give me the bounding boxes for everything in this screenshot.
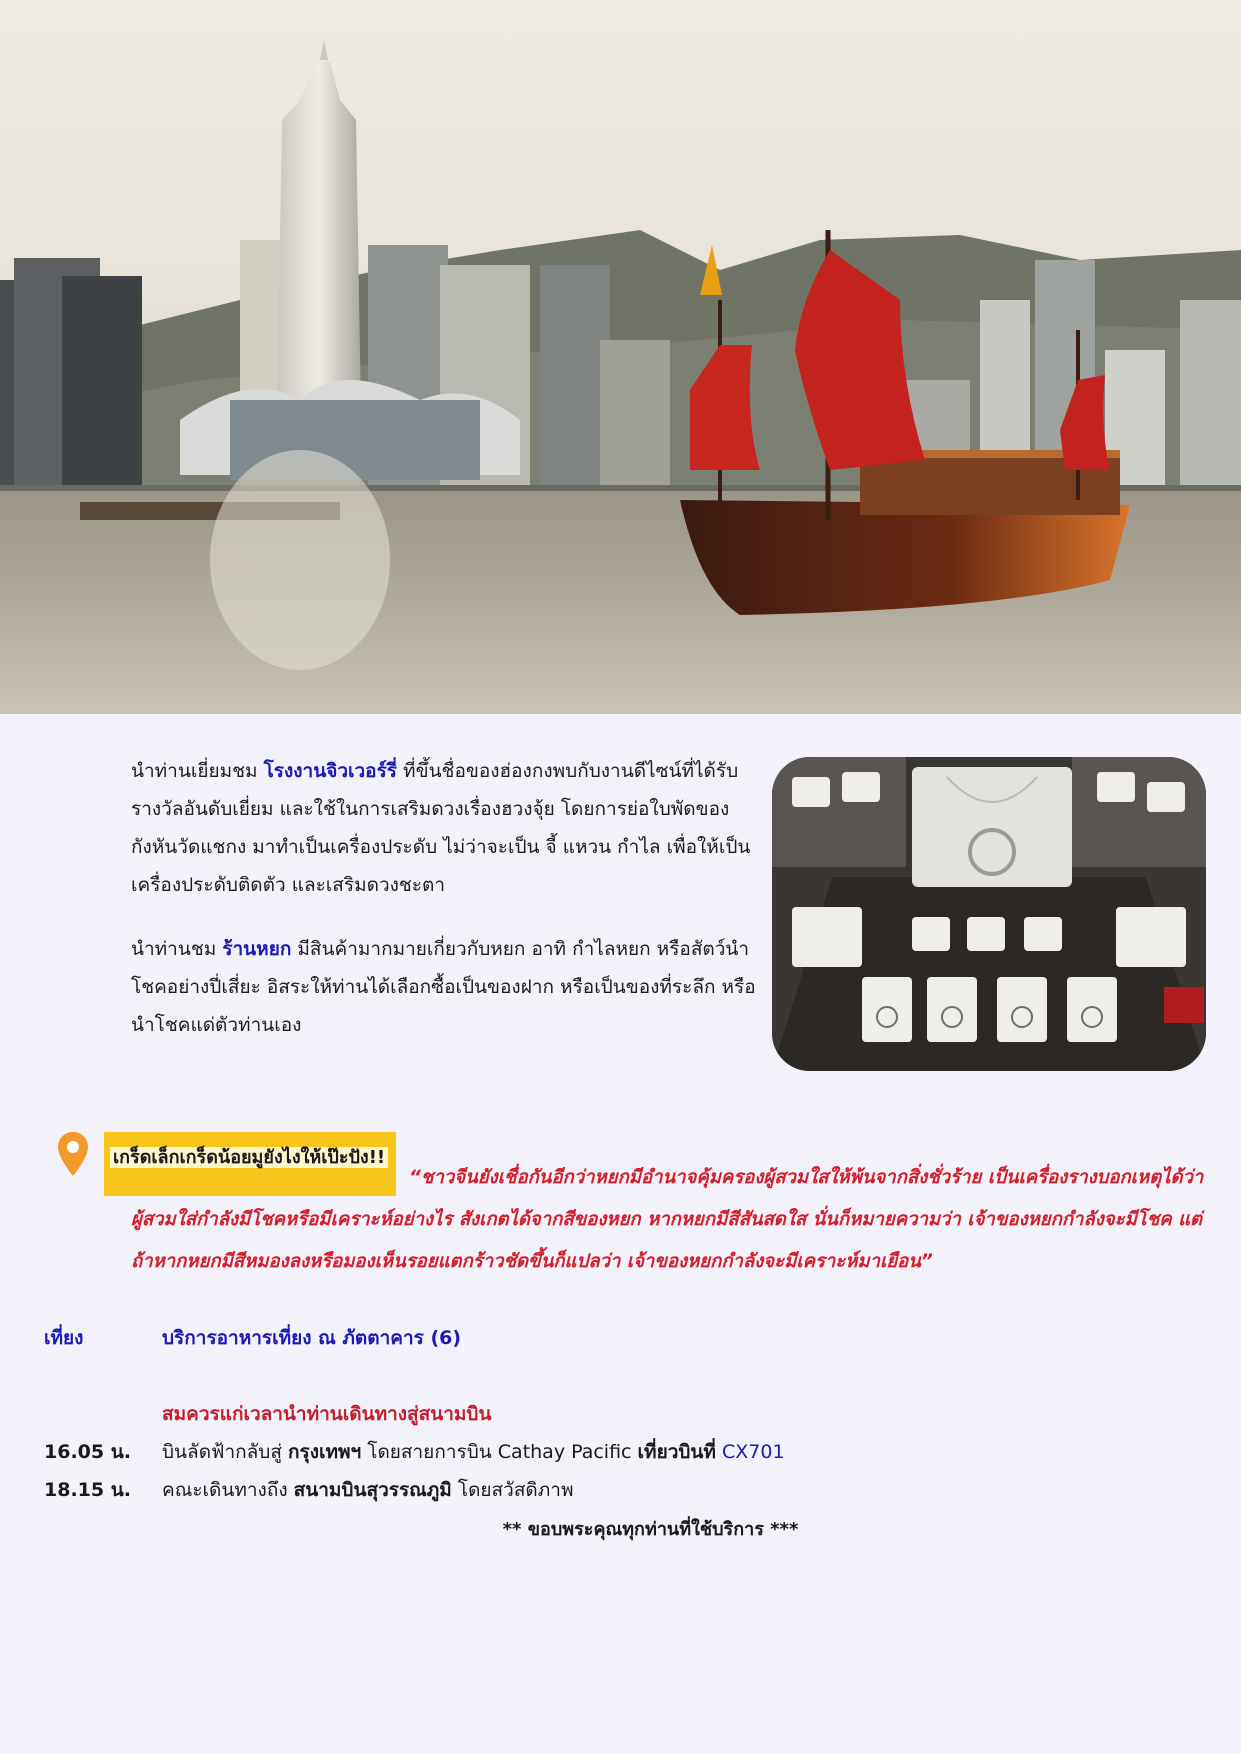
arrival-airport: สนามบินสุวรรณภูมิ xyxy=(293,1479,452,1501)
p2-text-before: นำท่านชม xyxy=(131,938,223,960)
flight-code: CX701 xyxy=(715,1441,785,1463)
thank-you-note: ** ขอบพระคุณทุกท่านที่ใช้บริการ *** xyxy=(502,1519,799,1540)
flight-label: เที่ยวบินที่ xyxy=(637,1441,716,1463)
jade-shop-paragraph xyxy=(131,930,759,1044)
arrival-time: 18.15 น. xyxy=(44,1479,131,1501)
jade-shop-highlight: ร้านหยก xyxy=(222,938,292,960)
lunch-description: บริการอาหารเที่ยง ณ ภัตตาคาร (6) xyxy=(162,1327,462,1349)
p1-text-after: ที่ขึ้นชื่อของฮ่องกงพบกับงานดีไซน์ที่ได้รับรางวัลอันดับเยี่ยม และใช้ในการเสริมดวงเรื่องฮวงจุ้ย โดยการย่อใบพัดของกังหันวัดแชกง มาทำเป็นเครื่องประดับ ไม่ว่าจะเป็น จี้ แหวน กำไล เพื่อให้เป็นเครื่องประดับติดตัว และเสริมดวงชะตา xyxy=(131,760,751,896)
hero-photo-hong-kong-harbour xyxy=(0,0,1241,714)
jewelry-factory-paragraph xyxy=(131,752,759,904)
arrival-text-after: โดยสวัสดิภาพ xyxy=(451,1479,574,1501)
p1-text-before: นำท่านเยี่ยมชม xyxy=(131,760,264,782)
jewelry-display-illustration xyxy=(772,757,1206,1071)
departure-time: 16.05 น. xyxy=(44,1441,131,1463)
lunch-label: เที่ยง xyxy=(44,1327,84,1349)
tip-badge-label: เกร็ดเล็กเกร็ดน้อยมูยังไงให้เป๊ะปัง!! xyxy=(110,1147,388,1168)
departure-airline: โดยสายการบิน Cathay Pacific xyxy=(361,1441,638,1463)
jewelry-display-photo xyxy=(772,757,1206,1071)
arrival-text-before: คณะเดินทางถึง xyxy=(162,1479,294,1501)
quote-text: “ชาวจีนยังเชื่อกันอีกว่าหยกมีอำนาจคุ้มครองผู้สวมใสให้พ้นจากสิ่งชั่วร้าย เป็นเครื่องรางบอกเหตุได้ว่าผู้สวมใส่กำลังมีโชคหรือมีเคราะห์อย่างไร สังเกตได้จากสีของหยก หากหยกมีสีสันสดใส นั่นก็หมายความว่า เจ้าของหยกกำลังจะมีโชค แต่ถ้าหากหยกมีสีหมองลงหรือมองเห็นรอยแตกร้าวชัดขึ้นก็แปลว่า เจ้าของหยกกำลังจะมีเคราะห์มาเยือน” xyxy=(131,1167,1204,1272)
jade-belief-quote xyxy=(131,1157,1211,1283)
departure-description xyxy=(162,1437,785,1467)
map-pin-icon xyxy=(58,1132,88,1176)
airport-transfer-note: สมควรแก่เวลานำท่านเดินทางสู่สนามบิน xyxy=(162,1403,492,1425)
departure-text-before: บินลัดฟ้ากลับสู่ xyxy=(162,1441,288,1463)
hero-illustration xyxy=(0,0,1241,714)
p2-text-after: มีสินค้ามากมายเกี่ยวกับหยก อาทิ กำไลหยก หรือสัตว์นำโชคอย่างปี่เสี่ยะ อิสระให้ท่านได้เลือกซื้อเป็นของฝาก หรือเป็นของที่ระลึก หรือนำโชคแด่ตัวท่านเอง xyxy=(131,938,756,1036)
arrival-description xyxy=(162,1475,573,1505)
departure-city: กรุงเทพฯ xyxy=(288,1441,362,1463)
jewelry-factory-highlight: โรงงานจิวเวอร์รี่ xyxy=(263,760,398,782)
